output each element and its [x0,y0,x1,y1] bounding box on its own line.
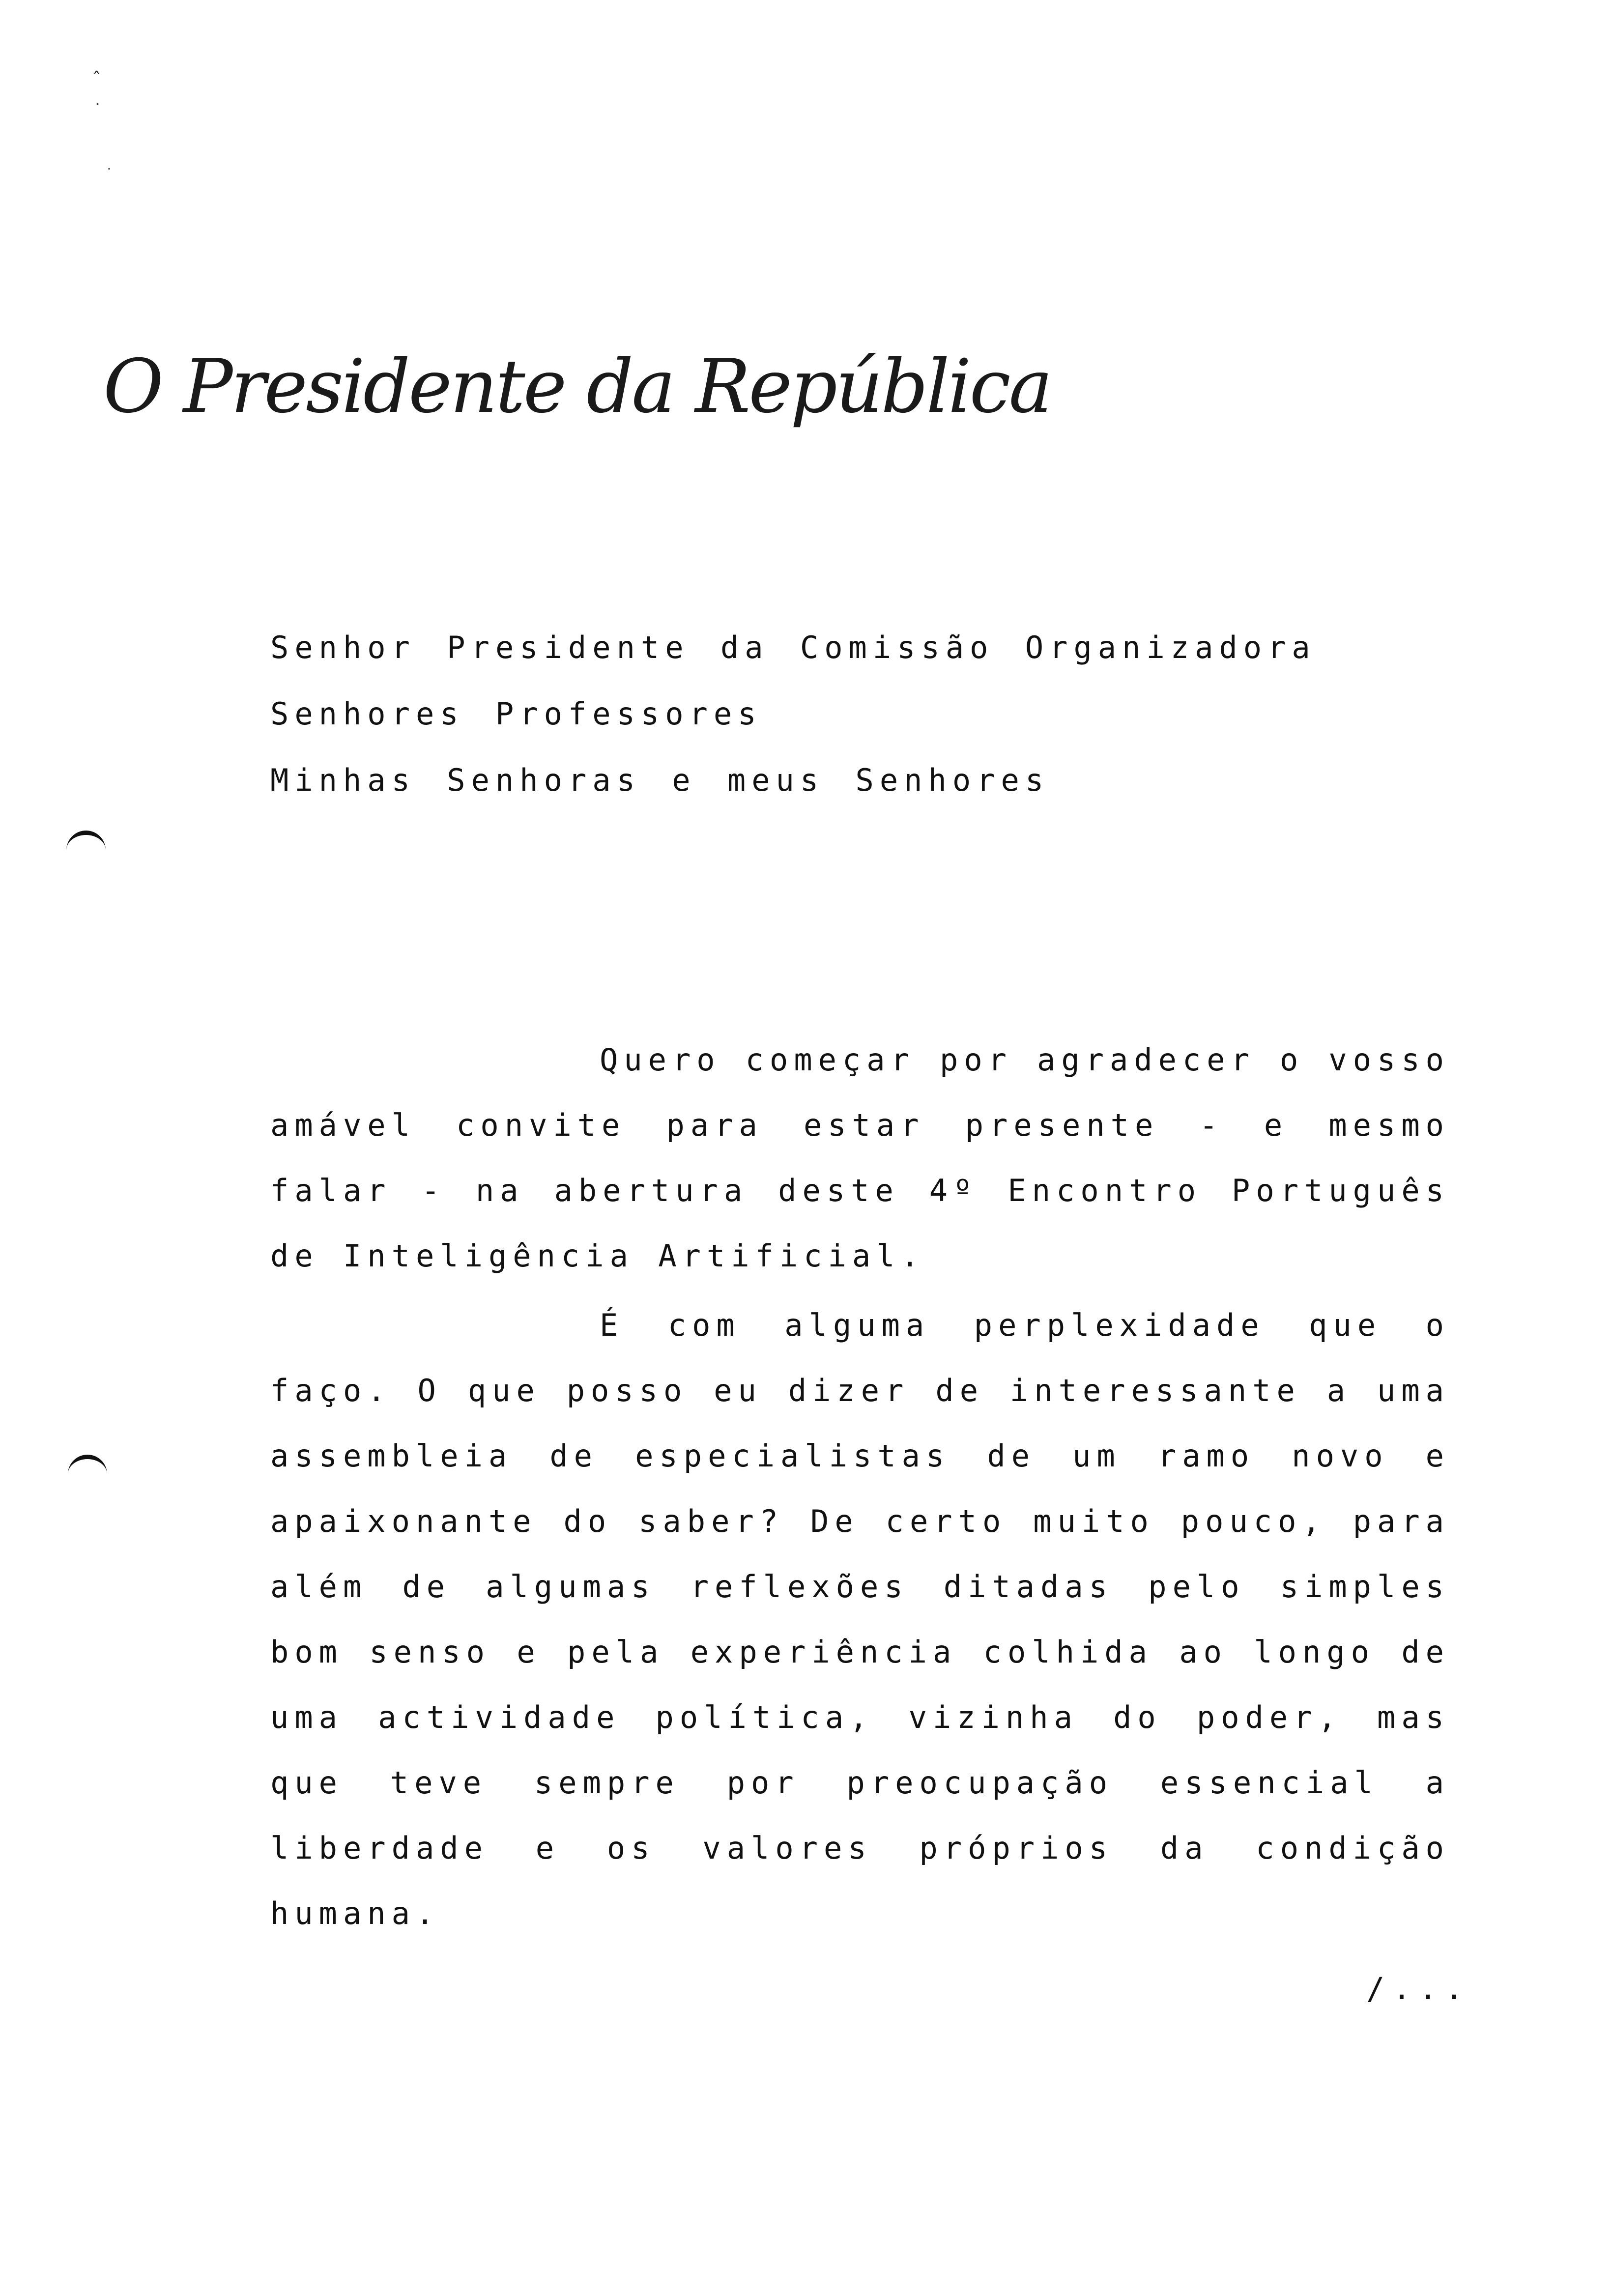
salutation-line: Minhas Senhoras e meus Senhores [270,762,1050,798]
continuation-mark: /... [1366,1971,1471,2007]
salutation-block [270,614,1316,813]
salutation-line: Senhores Professores [270,696,762,732]
scan-mark: ˙ [93,101,102,120]
letterhead: O Presidente da República [103,344,1051,430]
salutation-line: Senhor Presidente da Comissão Organizadora [270,630,1316,665]
scan-mark: ˆ [92,69,101,88]
scan-mark: · [107,162,111,176]
paragraph: É com alguma perplexidade que o faço. O que posso eu dizer de interessante a uma assembleia de especialistas de um ramo novo e apaixonante do saber? De certo muito pouco, para além de algumas reflexões ditadas pelo simples bom senso e pela experiência colhida ao longo de uma actividade política, vizinha do poder, mas que teve sempre por preocupação essencial a liberdade e os valores próprios da condição humana. [270,1307,1450,1931]
binder-hole-mark [66,831,106,870]
paragraph: Quero começar por agradecer o vosso amável convite para estar presente - e mesmo falar - na abertura deste 4º Encontro Português de Inteligência Artificial. [270,1042,1450,1274]
binder-hole-mark [68,1455,107,1494]
